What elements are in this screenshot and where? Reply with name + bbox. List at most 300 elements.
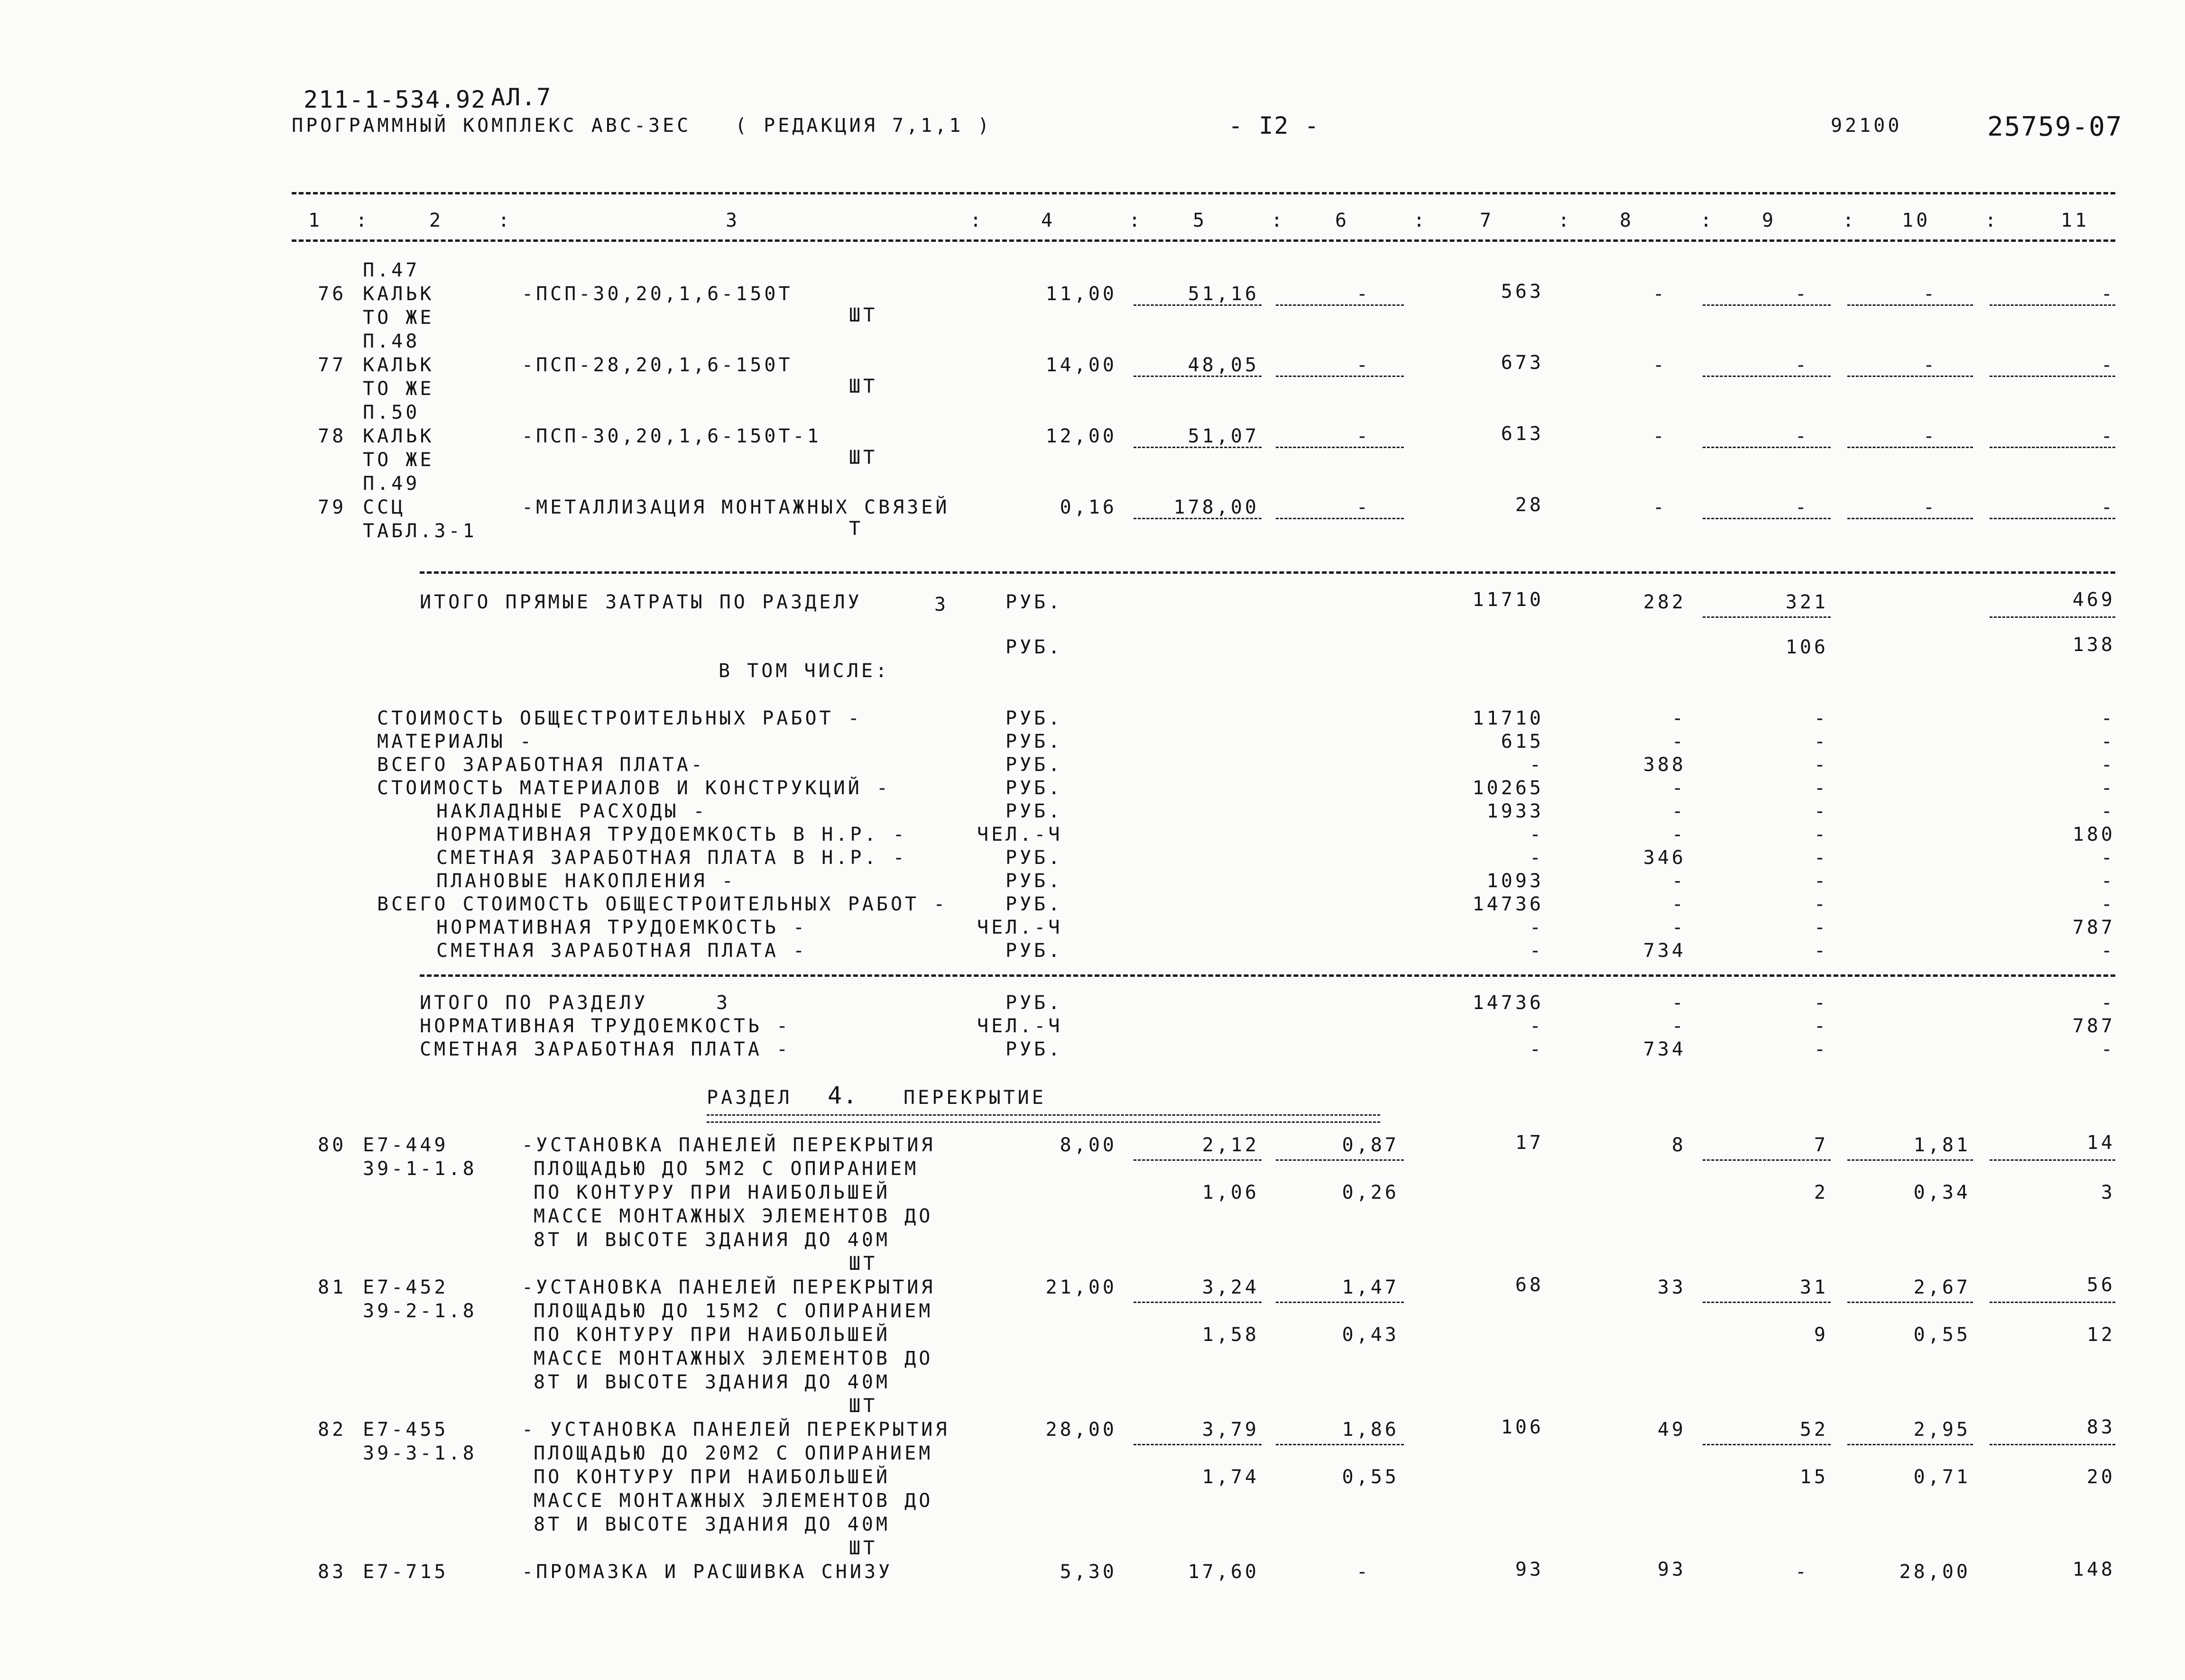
- breakdown-c8: -: [1671, 893, 1686, 915]
- breakdown-c7: 615: [1501, 731, 1544, 753]
- breakdown-unit: РУБ.: [1005, 777, 1063, 799]
- item-c10: -: [1923, 496, 1937, 518]
- last-code: Е7-715: [363, 1561, 449, 1583]
- column-separator: :: [970, 210, 985, 231]
- column-separator: :: [1558, 210, 1573, 231]
- work-c7: 68: [1515, 1274, 1544, 1296]
- section-total-label: НОРМАТИВНАЯ ТРУДОЕМКОСТЬ -: [420, 1015, 791, 1037]
- breakdown-unit: РУБ.: [1005, 707, 1063, 729]
- item-ref: П.48: [363, 330, 420, 352]
- item-subrule: [1990, 518, 2115, 519]
- section-total-unit: РУБ.: [1005, 992, 1063, 1014]
- breakdown-c9: -: [1814, 754, 1828, 776]
- work-c6: 0,87: [1342, 1134, 1399, 1156]
- last-c9: -: [1795, 1561, 1809, 1583]
- work-subrule: [1847, 1302, 1973, 1303]
- item-unit: ШТ: [849, 304, 878, 326]
- work-code: Е7-449: [363, 1134, 449, 1156]
- work-c5-b: 1,58: [1202, 1324, 1259, 1346]
- item-code-2: ТАБЛ.3-1: [363, 520, 477, 542]
- work-description-line: - УСТАНОВКА ПАНЕЛЕЙ ПЕРЕКРЫТИЯ: [522, 1419, 950, 1441]
- breakdown-label: НОРМАТИВНАЯ ТРУДОЕМКОСТЬ -: [436, 917, 808, 938]
- item-c8: -: [1652, 283, 1667, 305]
- column-header-10: 10: [1902, 210, 1931, 231]
- work-subrule: [1134, 1444, 1262, 1445]
- item-ref: П.50: [363, 402, 420, 423]
- breakdown-unit: ЧЕЛ.-Ч: [977, 917, 1063, 938]
- work-c5-b: 1,06: [1202, 1182, 1259, 1203]
- item-subrule: [1134, 376, 1262, 377]
- work-code-2: 39-2-1.8: [363, 1300, 477, 1322]
- item-subrule: [1703, 376, 1831, 377]
- work-description-line: ПЛОЩАДЬЮ ДО 20М2 С ОПИРАНИЕМ: [534, 1442, 933, 1464]
- item-c7: 563: [1501, 281, 1544, 303]
- breakdown-c9: -: [1814, 917, 1828, 938]
- breakdown-c9: -: [1814, 870, 1828, 892]
- column-separator: :: [1985, 210, 2000, 231]
- breakdown-unit: РУБ.: [1005, 800, 1063, 822]
- work-unit: ШТ: [849, 1537, 878, 1559]
- column-separator: :: [356, 210, 370, 231]
- last-c5: 17,60: [1188, 1561, 1259, 1583]
- breakdown-c11: -: [2101, 707, 2115, 729]
- item-c6: -: [1356, 354, 1371, 376]
- work-subrule: [1990, 1159, 2115, 1161]
- breakdown-label: МАТЕРИАЛЫ -: [377, 731, 534, 753]
- work-c6-b: 0,43: [1342, 1324, 1399, 1346]
- work-quantity: 21,00: [1045, 1276, 1117, 1298]
- item-subrule: [1134, 447, 1262, 448]
- work-description-line: ПО КОНТУРУ ПРИ НАИБОЛЬШЕЙ: [534, 1466, 891, 1488]
- section-total-label: СМЕТНАЯ ЗАРАБОТНАЯ ПЛАТА -: [420, 1038, 791, 1060]
- breakdown-unit: РУБ.: [1005, 731, 1063, 753]
- work-c11-b: 3: [2101, 1182, 2115, 1203]
- work-subrule: [1990, 1302, 2115, 1303]
- work-c11: 14: [2086, 1132, 2115, 1154]
- last-c11: 148: [2072, 1559, 2115, 1580]
- column-header-2: 2: [429, 210, 444, 231]
- item-subrule: [1703, 518, 1831, 519]
- breakdown-c9: -: [1814, 893, 1828, 915]
- breakdown-c8: -: [1671, 870, 1686, 892]
- item-subrule: [1847, 304, 1973, 306]
- item-c6: -: [1356, 496, 1371, 518]
- breakdown-unit: РУБ.: [1005, 893, 1063, 915]
- total-c7: 11710: [1472, 589, 1544, 611]
- work-description-line: МАССЕ МОНТАЖНЫХ ЭЛЕМЕНТОВ ДО: [534, 1490, 933, 1512]
- item-description: -ПСП-30,20,1,6-150Т: [522, 283, 793, 305]
- section-total-c8: -: [1671, 1015, 1686, 1037]
- breakdown-c11: -: [2101, 847, 2115, 869]
- item-subrule: [1703, 304, 1831, 306]
- item-subrule: [1990, 376, 2115, 377]
- breakdown-c8: 734: [1643, 940, 1686, 962]
- code-92100: 92100: [1831, 115, 1902, 137]
- item-quantity: 11,00: [1045, 283, 1117, 305]
- item-c7: 673: [1501, 352, 1544, 374]
- work-c6-b: 0,55: [1342, 1466, 1399, 1488]
- item-c11: -: [2101, 496, 2115, 518]
- item-c11: -: [2101, 283, 2115, 305]
- work-c10: 1,81: [1913, 1134, 1971, 1156]
- work-subrule: [1134, 1159, 1262, 1161]
- breakdown-label: ВСЕГО СТОИМОСТЬ ОБЩЕСТРОИТЕЛЬНЫХ РАБОТ -: [377, 893, 948, 915]
- item-quantity: 14,00: [1045, 354, 1117, 376]
- work-description-line: МАССЕ МОНТАЖНЫХ ЭЛЕМЕНТОВ ДО: [534, 1348, 933, 1369]
- item-code-2: ТО ЖЕ: [363, 378, 434, 400]
- work-number: 82: [318, 1419, 347, 1441]
- breakdown-label: СМЕТНАЯ ЗАРАБОТНАЯ ПЛАТА В Н.Р. -: [436, 847, 907, 869]
- work-c6-b: 0,26: [1342, 1182, 1399, 1203]
- work-description-line: 8Т И ВЫСОТЕ ЗДАНИЯ ДО 40М: [534, 1229, 891, 1251]
- breakdown-c9: -: [1814, 800, 1828, 822]
- work-c9-b: 9: [1814, 1324, 1828, 1346]
- total-c11-b: 138: [2072, 634, 2115, 656]
- breakdown-c7: -: [1529, 754, 1544, 776]
- last-c10: 28,00: [1899, 1561, 1971, 1583]
- item-subrule: [1847, 447, 1973, 448]
- item-code: КАЛЬК: [363, 283, 434, 305]
- column-header-7: 7: [1480, 210, 1494, 231]
- breakdown-c7: 11710: [1472, 707, 1544, 729]
- in-total-label: В ТОМ ЧИСЛЕ:: [719, 660, 890, 682]
- work-description-line: 8Т И ВЫСОТЕ ЗДАНИЯ ДО 40М: [534, 1514, 891, 1535]
- breakdown-c11: 180: [2072, 824, 2115, 845]
- work-c5: 3,79: [1202, 1419, 1259, 1441]
- breakdown-c8: -: [1671, 707, 1686, 729]
- breakdown-unit: ЧЕЛ.-Ч: [977, 824, 1063, 845]
- work-c6: 1,86: [1342, 1419, 1399, 1441]
- total-c9-b: 106: [1785, 636, 1828, 658]
- work-c10-b: 0,71: [1913, 1466, 1971, 1488]
- section-total-label: ИТОГО ПО РАЗДЕЛУ: [420, 992, 648, 1014]
- section-total-c11: 787: [2072, 1015, 2115, 1037]
- column-separator: :: [1843, 210, 1857, 231]
- section-total-c7: 14736: [1472, 992, 1544, 1014]
- breakdown-label: НАКЛАДНЫЕ РАСХОДЫ -: [436, 800, 708, 822]
- section-total-c11: -: [2101, 1038, 2115, 1060]
- item-subrule: [1276, 447, 1404, 448]
- item-c10: -: [1923, 425, 1937, 447]
- work-c11: 56: [2086, 1274, 2115, 1296]
- column-separator: :: [498, 210, 513, 231]
- work-code-2: 39-3-1.8: [363, 1442, 477, 1464]
- item-quantity: 0,16: [1060, 496, 1117, 518]
- column-separator: :: [1413, 210, 1428, 231]
- item-unit: ШТ: [849, 447, 878, 468]
- work-c5: 3,24: [1202, 1276, 1259, 1298]
- work-description-line: МАССЕ МОНТАЖНЫХ ЭЛЕМЕНТОВ ДО: [534, 1205, 933, 1227]
- breakdown-c7: -: [1529, 847, 1544, 869]
- section-total-unit: РУБ.: [1005, 1038, 1063, 1060]
- item-c9: -: [1795, 425, 1809, 447]
- breakdown-unit: РУБ.: [1005, 754, 1063, 776]
- work-c11: 83: [2086, 1416, 2115, 1438]
- work-c5-b: 1,74: [1202, 1466, 1259, 1488]
- work-unit: ШТ: [849, 1253, 878, 1275]
- item-c9: -: [1795, 283, 1809, 305]
- item-c5: 178,00: [1173, 496, 1259, 518]
- code-25759: 25759-07: [1987, 111, 2123, 142]
- item-unit: Т: [849, 518, 864, 540]
- work-c7: 17: [1515, 1132, 1544, 1154]
- work-subrule: [1847, 1444, 1973, 1445]
- breakdown-c11: -: [2101, 731, 2115, 753]
- work-subrule: [1276, 1444, 1404, 1445]
- section-total-c9: -: [1814, 992, 1828, 1014]
- program-name: ПРОГРАММНЫЙ КОМПЛЕКС АВС-ЗЕС: [292, 115, 691, 137]
- work-subrule: [1847, 1159, 1973, 1161]
- total-c9: 321: [1785, 591, 1828, 613]
- item-subrule: [1990, 447, 2115, 448]
- item-code: КАЛЬК: [363, 354, 434, 376]
- section-total-c8: -: [1671, 992, 1686, 1014]
- section-total-c9: -: [1814, 1015, 1828, 1037]
- item-description: -ПСП-30,20,1,6-150Т-1: [522, 425, 821, 447]
- item-c7: 28: [1515, 494, 1544, 516]
- work-c8: 49: [1657, 1419, 1686, 1441]
- item-c7: 613: [1501, 423, 1544, 445]
- work-description-line: ПЛОЩАДЬЮ ДО 15М2 С ОПИРАНИЕМ: [534, 1300, 933, 1322]
- column-header-8: 8: [1620, 210, 1634, 231]
- items-end-rule: [420, 571, 2115, 574]
- item-number: 79: [318, 496, 347, 518]
- column-header-4: 4: [1041, 210, 1056, 231]
- work-c9: 31: [1799, 1276, 1828, 1298]
- breakdown-c11: -: [2101, 777, 2115, 799]
- item-number: 77: [318, 354, 347, 376]
- item-c11: -: [2101, 354, 2115, 376]
- work-number: 80: [318, 1134, 347, 1156]
- item-c8: -: [1652, 354, 1667, 376]
- item-description: -МЕТАЛЛИЗАЦИЯ МОНТАЖНЫХ СВЯЗЕЙ: [522, 496, 950, 518]
- breakdown-c7: 10265: [1472, 777, 1544, 799]
- work-c9-b: 15: [1799, 1466, 1828, 1488]
- item-description: -ПСП-28,20,1,6-150Т: [522, 354, 793, 376]
- work-subrule: [1276, 1159, 1404, 1161]
- work-subrule: [1703, 1444, 1831, 1445]
- work-unit: ШТ: [849, 1395, 878, 1417]
- item-subrule: [1276, 376, 1404, 377]
- work-description-line: ПО КОНТУРУ ПРИ НАИБОЛЬШЕЙ: [534, 1182, 891, 1203]
- doc-code: 211-1-534.92: [304, 86, 487, 113]
- work-subrule: [1134, 1302, 1262, 1303]
- breakdown-c7: 1093: [1486, 870, 1544, 892]
- item-ref: П.49: [363, 473, 420, 495]
- breakdown-c11: -: [2101, 754, 2115, 776]
- last-c7: 93: [1515, 1559, 1544, 1580]
- breakdown-c9: -: [1814, 940, 1828, 962]
- section-4-underline: [707, 1114, 1380, 1123]
- breakdown-c8: -: [1671, 917, 1686, 938]
- work-subrule: [1276, 1302, 1404, 1303]
- breakdown-c9: -: [1814, 731, 1828, 753]
- work-c7: 106: [1501, 1416, 1544, 1438]
- section-total-number: 3: [716, 992, 731, 1014]
- breakdown-unit: РУБ.: [1005, 870, 1063, 892]
- work-subrule: [1703, 1159, 1831, 1161]
- work-description-line: ПО КОНТУРУ ПРИ НАИБОЛЬШЕЙ: [534, 1324, 891, 1346]
- column-header-11: 11: [2061, 210, 2090, 231]
- item-c5: 48,05: [1188, 354, 1259, 376]
- item-subrule: [1703, 447, 1831, 448]
- breakdown-c11: -: [2101, 800, 2115, 822]
- work-description-line: ПЛОЩАДЬЮ ДО 5М2 С ОПИРАНИЕМ: [534, 1158, 919, 1180]
- breakdown-label: СТОИМОСТЬ МАТЕРИАЛОВ И КОНСТРУКЦИЙ -: [377, 777, 891, 799]
- item-code: КАЛЬК: [363, 425, 434, 447]
- breakdown-c7: 14736: [1472, 893, 1544, 915]
- work-c10: 2,67: [1913, 1276, 1971, 1298]
- breakdown-c11: 787: [2072, 917, 2115, 938]
- work-c9-b: 2: [1814, 1182, 1828, 1203]
- item-subrule: [1276, 304, 1404, 306]
- item-ref: П.47: [363, 259, 420, 281]
- work-c10-b: 0,55: [1913, 1324, 1971, 1346]
- item-subrule: [1847, 376, 1973, 377]
- last-number: 83: [318, 1561, 347, 1583]
- breakdown-c8: -: [1671, 731, 1686, 753]
- total-unit-2: РУБ.: [1005, 636, 1063, 658]
- work-subrule: [1703, 1302, 1831, 1303]
- item-c10: -: [1923, 354, 1937, 376]
- breakdown-c7: 1933: [1486, 800, 1544, 822]
- item-subrule: [1134, 304, 1262, 306]
- column-separator: :: [1700, 210, 1715, 231]
- item-c9: -: [1795, 354, 1809, 376]
- item-subrule: [1990, 304, 2115, 306]
- work-c9: 52: [1799, 1419, 1828, 1441]
- breakdown-c9: -: [1814, 707, 1828, 729]
- breakdown-unit: РУБ.: [1005, 940, 1063, 962]
- item-subrule: [1134, 518, 1262, 519]
- section-word: РАЗДЕЛ: [707, 1087, 793, 1109]
- work-c9: 7: [1814, 1134, 1828, 1156]
- item-c8: -: [1652, 496, 1667, 518]
- page-number: - I2 -: [1228, 112, 1320, 139]
- column-header-6: 6: [1335, 210, 1350, 231]
- total-subrule: [1703, 616, 1831, 618]
- breakdown-label: СМЕТНАЯ ЗАРАБОТНАЯ ПЛАТА -: [436, 940, 808, 962]
- breakdown-end-rule: [420, 974, 2115, 977]
- breakdown-c7: -: [1529, 824, 1544, 845]
- work-c6: 1,47: [1342, 1276, 1399, 1298]
- work-quantity: 8,00: [1060, 1134, 1117, 1156]
- header-bottom-rule: [292, 239, 2115, 242]
- breakdown-c9: -: [1814, 777, 1828, 799]
- item-c5: 51,16: [1188, 283, 1259, 305]
- breakdown-label: НОРМАТИВНАЯ ТРУДОЕМКОСТЬ В Н.Р. -: [436, 824, 907, 845]
- work-c11-b: 12: [2086, 1324, 2115, 1346]
- last-description: -ПРОМАЗКА И РАСШИВКА СНИЗУ: [522, 1561, 893, 1583]
- section-total-unit: ЧЕЛ.-Ч: [977, 1015, 1063, 1037]
- section-total-c7: -: [1529, 1038, 1544, 1060]
- total-subrule: [1990, 616, 2115, 618]
- item-number: 76: [318, 283, 347, 305]
- edition-label: ( РЕДАКЦИЯ 7,1,1 ): [735, 115, 992, 137]
- item-c8: -: [1652, 425, 1667, 447]
- section-total-c11: -: [2101, 992, 2115, 1014]
- work-description-line: -УСТАНОВКА ПАНЕЛЕЙ ПЕРЕКРЫТИЯ: [522, 1134, 936, 1156]
- work-code-2: 39-1-1.8: [363, 1158, 477, 1180]
- breakdown-c8: -: [1671, 777, 1686, 799]
- breakdown-c7: -: [1529, 917, 1544, 938]
- column-header-5: 5: [1193, 210, 1208, 231]
- work-c5: 2,12: [1202, 1134, 1259, 1156]
- breakdown-label: СТОИМОСТЬ ОБЩЕСТРОИТЕЛЬНЫХ РАБОТ -: [377, 707, 862, 729]
- work-description-line: 8Т И ВЫСОТЕ ЗДАНИЯ ДО 40М: [534, 1371, 891, 1393]
- item-code: ССЦ: [363, 496, 406, 518]
- column-header-9: 9: [1762, 210, 1777, 231]
- header-top-rule: [292, 192, 2115, 194]
- last-c8: 93: [1657, 1559, 1686, 1580]
- item-unit: ШТ: [849, 376, 878, 397]
- breakdown-label: ПЛАНОВЫЕ НАКОПЛЕНИЯ -: [436, 870, 736, 892]
- last-c6: -: [1356, 1561, 1371, 1583]
- item-c11: -: [2101, 425, 2115, 447]
- work-c10-b: 0,34: [1913, 1182, 1971, 1203]
- breakdown-c11: -: [2101, 870, 2115, 892]
- total-section-number: 3: [934, 594, 949, 615]
- breakdown-c8: -: [1671, 824, 1686, 845]
- column-separator: :: [1129, 210, 1143, 231]
- work-quantity: 28,00: [1045, 1419, 1117, 1441]
- section-total-c9: -: [1814, 1038, 1828, 1060]
- item-code-2: ТО ЖЕ: [363, 449, 434, 471]
- work-subrule: [1990, 1444, 2115, 1445]
- breakdown-c7: -: [1529, 940, 1544, 962]
- item-c10: -: [1923, 283, 1937, 305]
- last-quantity: 5,30: [1060, 1561, 1117, 1583]
- total-c8: 282: [1643, 591, 1686, 613]
- work-c10: 2,95: [1913, 1419, 1971, 1441]
- total-c11: 469: [2072, 589, 2115, 611]
- breakdown-c8: 388: [1643, 754, 1686, 776]
- work-code: Е7-452: [363, 1276, 449, 1298]
- item-c6: -: [1356, 425, 1371, 447]
- breakdown-c9: -: [1814, 824, 1828, 845]
- column-header-1: 1: [308, 210, 323, 231]
- breakdown-c11: -: [2101, 893, 2115, 915]
- column-separator: :: [1271, 210, 1286, 231]
- item-c9: -: [1795, 496, 1809, 518]
- section-title: ПЕРЕКРЫТИЕ: [904, 1087, 1046, 1109]
- album-label: АЛ.7: [491, 83, 552, 111]
- breakdown-c9: -: [1814, 847, 1828, 869]
- total-unit: РУБ.: [1005, 591, 1063, 613]
- section-number: 4.: [828, 1082, 858, 1109]
- item-code-2: ТО ЖЕ: [363, 307, 434, 329]
- item-quantity: 12,00: [1045, 425, 1117, 447]
- work-code: Е7-455: [363, 1419, 449, 1441]
- section-total-c8: 734: [1643, 1038, 1686, 1060]
- item-c5: 51,07: [1188, 425, 1259, 447]
- breakdown-unit: РУБ.: [1005, 847, 1063, 869]
- item-number: 78: [318, 425, 347, 447]
- section-total-c7: -: [1529, 1015, 1544, 1037]
- item-subrule: [1276, 518, 1404, 519]
- column-header-3: 3: [726, 210, 740, 231]
- item-c6: -: [1356, 283, 1371, 305]
- work-description-line: -УСТАНОВКА ПАНЕЛЕЙ ПЕРЕКРЫТИЯ: [522, 1276, 936, 1298]
- breakdown-c8: -: [1671, 800, 1686, 822]
- breakdown-label: ВСЕГО ЗАРАБОТНАЯ ПЛАТА-: [377, 754, 705, 776]
- work-number: 81: [318, 1276, 347, 1298]
- breakdown-c8: 346: [1643, 847, 1686, 869]
- item-subrule: [1847, 518, 1973, 519]
- breakdown-c11: -: [2101, 940, 2115, 962]
- total-label: ИТОГО ПРЯМЫЕ ЗАТРАТЫ ПО РАЗДЕЛУ: [420, 591, 862, 613]
- work-c8: 8: [1671, 1134, 1686, 1156]
